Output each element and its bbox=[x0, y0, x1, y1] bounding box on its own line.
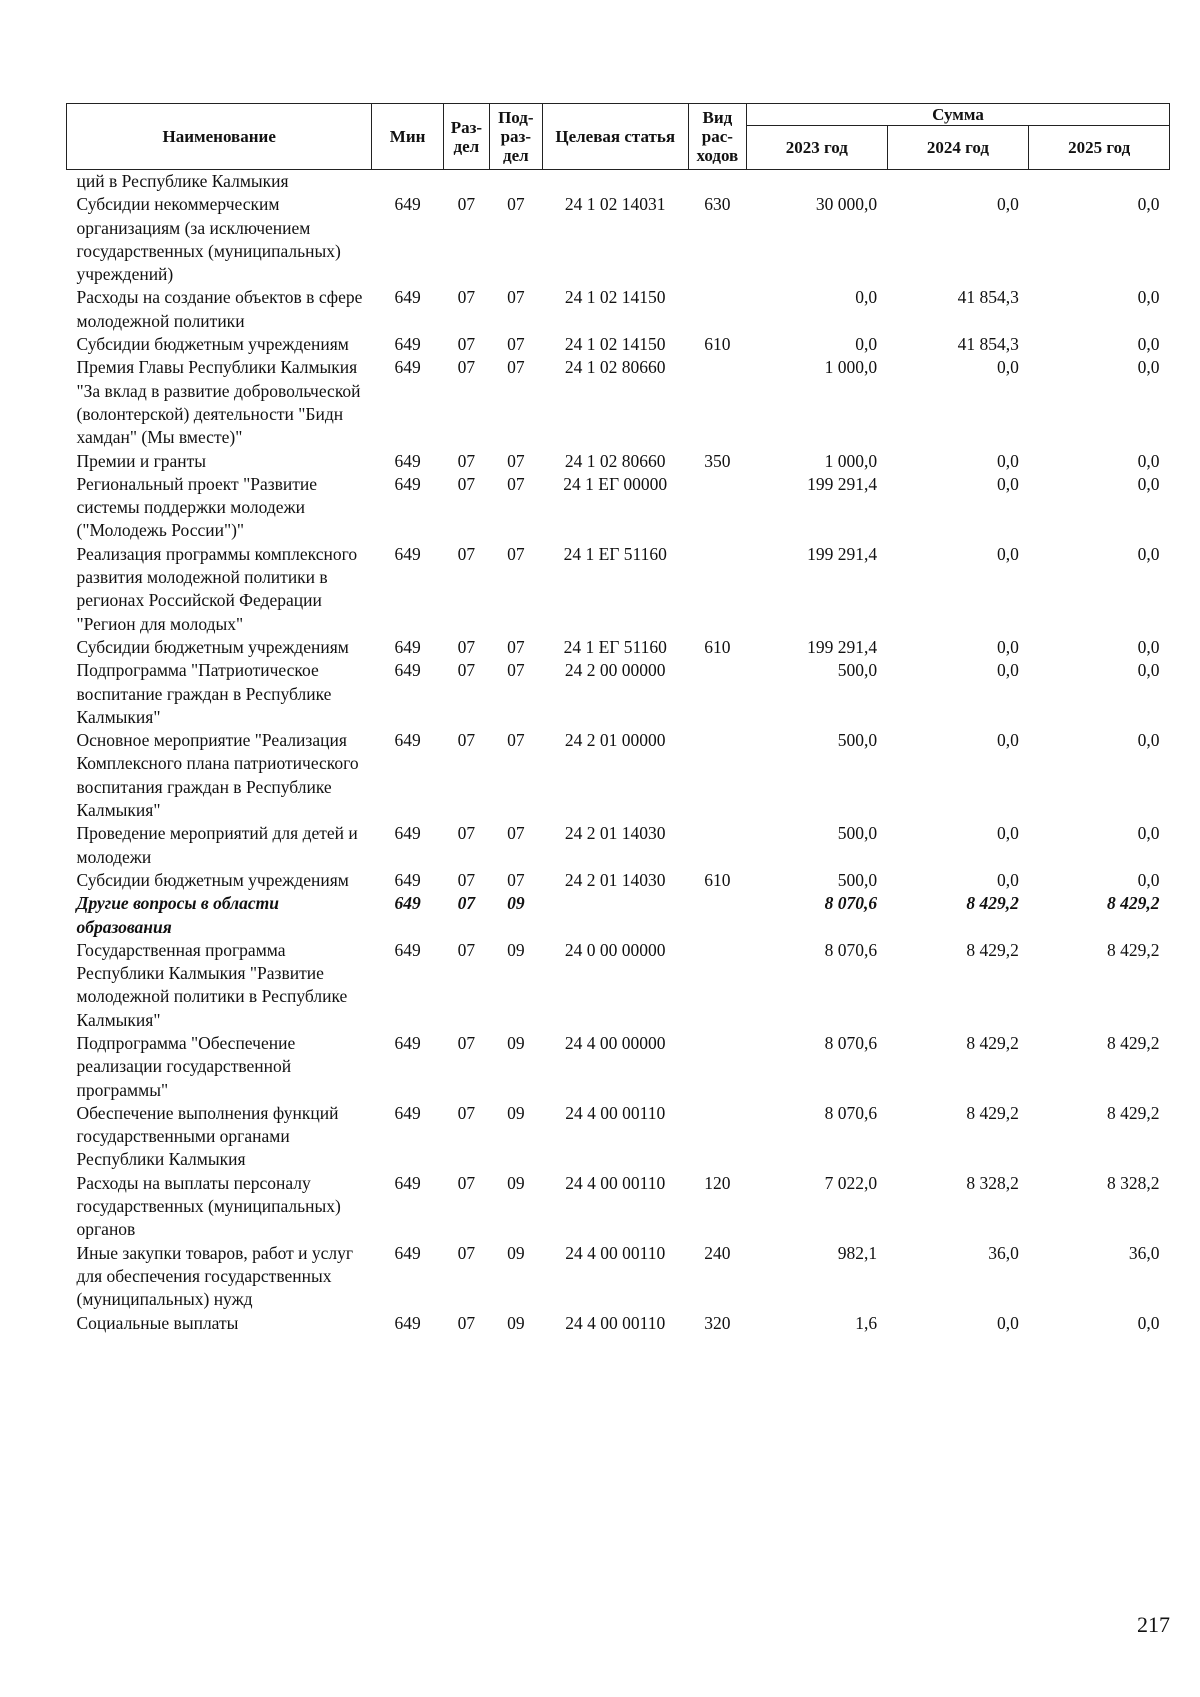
cell-podrazdel: 07 bbox=[507, 823, 525, 844]
cell-vid bbox=[688, 356, 746, 449]
cell-min: 649 bbox=[394, 543, 421, 564]
cell-2024: 0,0 bbox=[996, 543, 1019, 564]
cell-vid: 350 bbox=[704, 450, 731, 471]
cell-name: Другие вопросы в области образования bbox=[76, 893, 280, 937]
cell-name: Региональный проект "Развитие системы поддержки молодежи ("Молодежь России")" bbox=[76, 473, 318, 541]
cell-2023: 500,0 bbox=[837, 730, 878, 751]
cell-2025: 0,0 bbox=[1137, 194, 1160, 215]
cell-2025: 8 429,2 bbox=[1107, 1032, 1160, 1053]
cell-razdel: 07 bbox=[457, 660, 476, 681]
cell-2025: 0,0 bbox=[1137, 636, 1160, 657]
cell-2023: 1,6 bbox=[855, 1312, 878, 1333]
cell-podrazdel bbox=[489, 170, 542, 194]
cell-razdel: 07 bbox=[457, 893, 476, 914]
cell-vid bbox=[688, 892, 746, 939]
cell-2024: 41 854,3 bbox=[957, 334, 1019, 355]
cell-name: Премии и гранты bbox=[76, 450, 207, 471]
cell-min: 649 bbox=[394, 636, 421, 657]
cell-name: Расходы на создание объектов в сфере молодежной политики bbox=[76, 287, 363, 331]
cell-2023: 8 070,6 bbox=[824, 939, 878, 960]
cell-razdel: 07 bbox=[457, 287, 476, 308]
cell-target bbox=[542, 170, 688, 194]
cell-name: ций в Республике Калмыкия bbox=[76, 171, 289, 191]
cell-2024: 8 429,2 bbox=[966, 1032, 1019, 1053]
cell-2025: 8 429,2 bbox=[1107, 939, 1160, 960]
cell-podrazdel: 09 bbox=[507, 1312, 525, 1333]
cell-min: 649 bbox=[394, 287, 421, 308]
cell-vid bbox=[688, 170, 746, 194]
cell-min: 649 bbox=[394, 450, 421, 471]
cell-2024: 8 328,2 bbox=[966, 1172, 1019, 1193]
cell-min: 649 bbox=[394, 869, 421, 890]
cell-2024: 0,0 bbox=[996, 473, 1019, 494]
cell-min: 649 bbox=[394, 473, 421, 494]
cell-razdel: 07 bbox=[457, 823, 476, 844]
cell-name: Иные закупки товаров, работ и услуг для обеспечения государственных (муниципальных) нужд bbox=[76, 1242, 354, 1310]
cell-min: 649 bbox=[394, 1312, 421, 1333]
cell-min: 649 bbox=[394, 1032, 421, 1053]
cell-razdel: 07 bbox=[457, 543, 476, 564]
header-name: Наименование bbox=[67, 104, 372, 170]
header-vid: Вид рас-ходов bbox=[688, 104, 746, 170]
table-row bbox=[67, 286, 1170, 333]
cell-target: 24 4 00 00110 bbox=[565, 1242, 666, 1263]
cell-2024: 8 429,2 bbox=[966, 893, 1019, 914]
cell-vid: 120 bbox=[704, 1172, 731, 1193]
cell-razdel: 07 bbox=[457, 1172, 476, 1193]
cell-2024: 0,0 bbox=[996, 660, 1019, 681]
cell-target: 24 1 02 80660 bbox=[564, 357, 666, 378]
cell-2024: 8 429,2 bbox=[966, 939, 1019, 960]
cell-razdel: 07 bbox=[457, 334, 476, 355]
table-row bbox=[67, 869, 1170, 892]
cell-min: 649 bbox=[394, 194, 421, 215]
table-row bbox=[67, 473, 1170, 543]
cell-2024: 0,0 bbox=[996, 730, 1019, 751]
cell-target bbox=[542, 892, 688, 939]
cell-razdel: 07 bbox=[457, 869, 476, 890]
cell-vid bbox=[688, 939, 746, 1032]
cell-podrazdel: 09 bbox=[507, 1242, 525, 1263]
cell-podrazdel: 07 bbox=[507, 473, 525, 494]
cell-target: 24 2 01 14030 bbox=[564, 869, 666, 890]
table-row bbox=[67, 333, 1170, 356]
cell-2025: 0,0 bbox=[1137, 823, 1160, 844]
cell-name: Обеспечение выполнения функций государственными органами Республики Калмыкия bbox=[76, 1102, 339, 1170]
cell-vid bbox=[688, 729, 746, 822]
table-row bbox=[67, 729, 1170, 822]
cell-podrazdel: 09 bbox=[507, 1102, 525, 1123]
header-summa: Сумма bbox=[747, 104, 1170, 126]
cell-razdel: 07 bbox=[457, 194, 476, 215]
table-row bbox=[67, 659, 1170, 729]
cell-2025 bbox=[1029, 170, 1170, 194]
cell-podrazdel: 09 bbox=[507, 1032, 525, 1053]
table-row bbox=[67, 636, 1170, 659]
cell-target: 24 1 ЕГ 51160 bbox=[563, 543, 667, 564]
cell-name: Реализация программы комплексного развития молодежной политики в регионах Российской Федерации "Регион для молодых" bbox=[76, 543, 358, 634]
cell-vid bbox=[688, 473, 746, 543]
table-row bbox=[67, 450, 1170, 473]
cell-2025: 36,0 bbox=[1128, 1242, 1160, 1263]
header-podrazdel: Под-раз-дел bbox=[489, 104, 542, 170]
cell-2023 bbox=[747, 170, 888, 194]
header-year-2025: 2025 год bbox=[1029, 126, 1170, 170]
cell-podrazdel: 07 bbox=[507, 287, 525, 308]
table-row bbox=[67, 193, 1170, 286]
cell-min: 649 bbox=[394, 334, 421, 355]
cell-2024: 0,0 bbox=[996, 357, 1019, 378]
cell-2025: 0,0 bbox=[1137, 543, 1160, 564]
cell-name: Субсидии бюджетным учреждениям bbox=[76, 869, 349, 890]
cell-min: 649 bbox=[394, 939, 421, 960]
cell-2025: 0,0 bbox=[1137, 730, 1160, 751]
cell-target: 24 2 01 00000 bbox=[564, 730, 666, 751]
cell-2025: 8 429,2 bbox=[1107, 1102, 1160, 1123]
cell-vid: 320 bbox=[704, 1312, 731, 1333]
table-row bbox=[67, 543, 1170, 636]
cell-min: 649 bbox=[394, 660, 421, 681]
cell-2023: 1 000,0 bbox=[824, 357, 878, 378]
cell-target: 24 1 02 14150 bbox=[564, 287, 666, 308]
cell-2025: 0,0 bbox=[1137, 660, 1160, 681]
header-target: Целевая статья bbox=[542, 104, 688, 170]
table-row bbox=[67, 1032, 1170, 1102]
cell-2025: 0,0 bbox=[1137, 450, 1160, 471]
cell-vid bbox=[688, 1032, 746, 1102]
cell-name: Субсидии бюджетным учреждениям bbox=[76, 334, 349, 355]
cell-podrazdel: 09 bbox=[507, 1172, 525, 1193]
cell-2024: 0,0 bbox=[996, 823, 1019, 844]
table-row bbox=[67, 1242, 1170, 1312]
cell-name: Премия Главы Республики Калмыкия "За вклад в развитие добровольческой (волонтерской) деятельности "Бидн хамдан" (Мы вместе)" bbox=[76, 357, 361, 448]
cell-2024 bbox=[887, 170, 1029, 194]
cell-podrazdel: 09 bbox=[507, 893, 525, 914]
cell-podrazdel: 07 bbox=[507, 660, 525, 681]
table-row bbox=[67, 1312, 1170, 1335]
cell-2025: 0,0 bbox=[1137, 287, 1160, 308]
cell-2024: 8 429,2 bbox=[966, 1102, 1019, 1123]
table-row bbox=[67, 822, 1170, 869]
cell-2024: 0,0 bbox=[996, 450, 1019, 471]
cell-razdel: 07 bbox=[457, 1242, 476, 1263]
cell-2025: 0,0 bbox=[1137, 357, 1160, 378]
cell-name: Субсидии бюджетным учреждениям bbox=[76, 636, 349, 657]
cell-2023: 982,1 bbox=[837, 1242, 878, 1263]
cell-name: Расходы на выплаты персоналу государственных (муниципальных) органов bbox=[76, 1172, 341, 1240]
cell-target: 24 4 00 00110 bbox=[565, 1172, 666, 1193]
cell-name: Проведение мероприятий для детей и молодежи bbox=[76, 823, 358, 867]
cell-vid bbox=[688, 659, 746, 729]
cell-2023: 8 070,6 bbox=[824, 893, 878, 914]
cell-min: 649 bbox=[394, 357, 421, 378]
cell-2023: 0,0 bbox=[855, 334, 878, 355]
cell-razdel: 07 bbox=[457, 473, 476, 494]
cell-target: 24 1 ЕГ 00000 bbox=[563, 473, 668, 494]
table-row bbox=[67, 1172, 1170, 1242]
cell-vid bbox=[688, 543, 746, 636]
cell-min bbox=[372, 170, 443, 194]
cell-razdel: 07 bbox=[457, 939, 476, 960]
cell-2023: 30 000,0 bbox=[815, 194, 878, 215]
cell-target: 24 1 02 14031 bbox=[564, 194, 666, 215]
table-body bbox=[67, 170, 1170, 1335]
cell-target: 24 1 02 80660 bbox=[564, 450, 666, 471]
cell-target: 24 4 00 00110 bbox=[565, 1312, 666, 1333]
cell-min: 649 bbox=[394, 1172, 421, 1193]
budget-table bbox=[66, 103, 1170, 1335]
cell-min: 649 bbox=[394, 1242, 421, 1263]
cell-target: 24 2 00 00000 bbox=[564, 660, 666, 681]
cell-target: 24 1 02 14150 bbox=[564, 334, 666, 355]
cell-2023: 199 291,4 bbox=[807, 636, 878, 657]
table-header bbox=[67, 104, 1170, 170]
cell-razdel: 07 bbox=[457, 450, 476, 471]
cell-2023: 199 291,4 bbox=[807, 473, 878, 494]
cell-podrazdel: 07 bbox=[507, 357, 525, 378]
cell-name: Социальные выплаты bbox=[76, 1312, 239, 1333]
cell-2023: 199 291,4 bbox=[807, 543, 878, 564]
cell-vid bbox=[688, 286, 746, 333]
cell-2024: 41 854,3 bbox=[957, 287, 1019, 308]
cell-podrazdel: 07 bbox=[507, 869, 525, 890]
page-number: 217 bbox=[1137, 1612, 1170, 1637]
table-row bbox=[67, 892, 1170, 939]
cell-vid: 610 bbox=[704, 334, 731, 355]
cell-razdel bbox=[443, 170, 489, 194]
header-year-2023: 2023 год bbox=[747, 126, 888, 170]
cell-2024: 0,0 bbox=[996, 1312, 1019, 1333]
cell-razdel: 07 bbox=[457, 730, 476, 751]
table-row bbox=[67, 356, 1170, 449]
cell-razdel: 07 bbox=[457, 1102, 476, 1123]
cell-target: 24 0 00 00000 bbox=[564, 939, 666, 960]
table-row bbox=[67, 170, 1170, 194]
header-year-2024: 2024 год bbox=[887, 126, 1029, 170]
cell-podrazdel: 07 bbox=[507, 334, 525, 355]
header-razdel: Раз-дел bbox=[443, 104, 489, 170]
table-row bbox=[67, 939, 1170, 1032]
cell-target: 24 2 01 14030 bbox=[564, 823, 666, 844]
cell-2023: 500,0 bbox=[837, 660, 878, 681]
cell-min: 649 bbox=[394, 730, 421, 751]
cell-2023: 1 000,0 bbox=[824, 450, 878, 471]
cell-2025: 0,0 bbox=[1137, 473, 1160, 494]
cell-name: Подпрограмма "Обеспечение реализации государственной программы" bbox=[76, 1032, 296, 1100]
cell-2023: 0,0 bbox=[855, 287, 878, 308]
cell-min: 649 bbox=[394, 893, 421, 914]
cell-razdel: 07 bbox=[457, 1032, 476, 1053]
cell-2024: 36,0 bbox=[988, 1242, 1019, 1263]
cell-2023: 500,0 bbox=[837, 869, 878, 890]
cell-2025: 0,0 bbox=[1137, 334, 1160, 355]
cell-podrazdel: 07 bbox=[507, 636, 525, 657]
cell-vid: 630 bbox=[704, 194, 731, 215]
cell-razdel: 07 bbox=[457, 636, 476, 657]
cell-2023: 8 070,6 bbox=[824, 1032, 878, 1053]
cell-target: 24 4 00 00000 bbox=[564, 1032, 666, 1053]
cell-podrazdel: 07 bbox=[507, 450, 525, 471]
cell-razdel: 07 bbox=[457, 357, 476, 378]
cell-vid: 610 bbox=[704, 636, 731, 657]
cell-2025: 8 429,2 bbox=[1107, 893, 1160, 914]
cell-2025: 0,0 bbox=[1137, 869, 1160, 890]
cell-2024: 0,0 bbox=[996, 636, 1019, 657]
cell-podrazdel: 07 bbox=[507, 730, 525, 751]
cell-2025: 0,0 bbox=[1137, 1312, 1160, 1333]
cell-name: Субсидии некоммерческим организациям (за исключением государственных (муниципальных) учреждений) bbox=[76, 194, 341, 285]
cell-name: Основное мероприятие "Реализация Комплексного плана патриотического воспитания граждан в Республике Калмыкия" bbox=[76, 730, 359, 821]
cell-2024: 0,0 bbox=[996, 194, 1019, 215]
cell-2023: 500,0 bbox=[837, 823, 878, 844]
cell-podrazdel: 09 bbox=[507, 939, 525, 960]
cell-2023: 7 022,0 bbox=[824, 1172, 878, 1193]
cell-2024: 0,0 bbox=[996, 869, 1019, 890]
cell-2023: 8 070,6 bbox=[824, 1102, 878, 1123]
header-min: Мин bbox=[372, 104, 443, 170]
cell-vid: 610 bbox=[704, 869, 731, 890]
cell-razdel: 07 bbox=[457, 1312, 476, 1333]
cell-min: 649 bbox=[394, 1102, 421, 1123]
cell-min: 649 bbox=[394, 823, 421, 844]
cell-2025: 8 328,2 bbox=[1107, 1172, 1160, 1193]
cell-vid bbox=[688, 822, 746, 869]
cell-target: 24 4 00 00110 bbox=[565, 1102, 666, 1123]
cell-podrazdel: 07 bbox=[507, 543, 525, 564]
cell-name: Государственная программа Республики Калмыкия "Развитие молодежной политики в Республике Калмыкия" bbox=[76, 939, 348, 1030]
cell-name: Подпрограмма "Патриотическое воспитание граждан в Республике Калмыкия" bbox=[76, 660, 332, 727]
cell-vid: 240 bbox=[704, 1242, 731, 1263]
cell-target: 24 1 ЕГ 51160 bbox=[563, 636, 667, 657]
table-row bbox=[67, 1102, 1170, 1172]
cell-podrazdel: 07 bbox=[507, 194, 525, 215]
cell-vid bbox=[688, 1102, 746, 1172]
